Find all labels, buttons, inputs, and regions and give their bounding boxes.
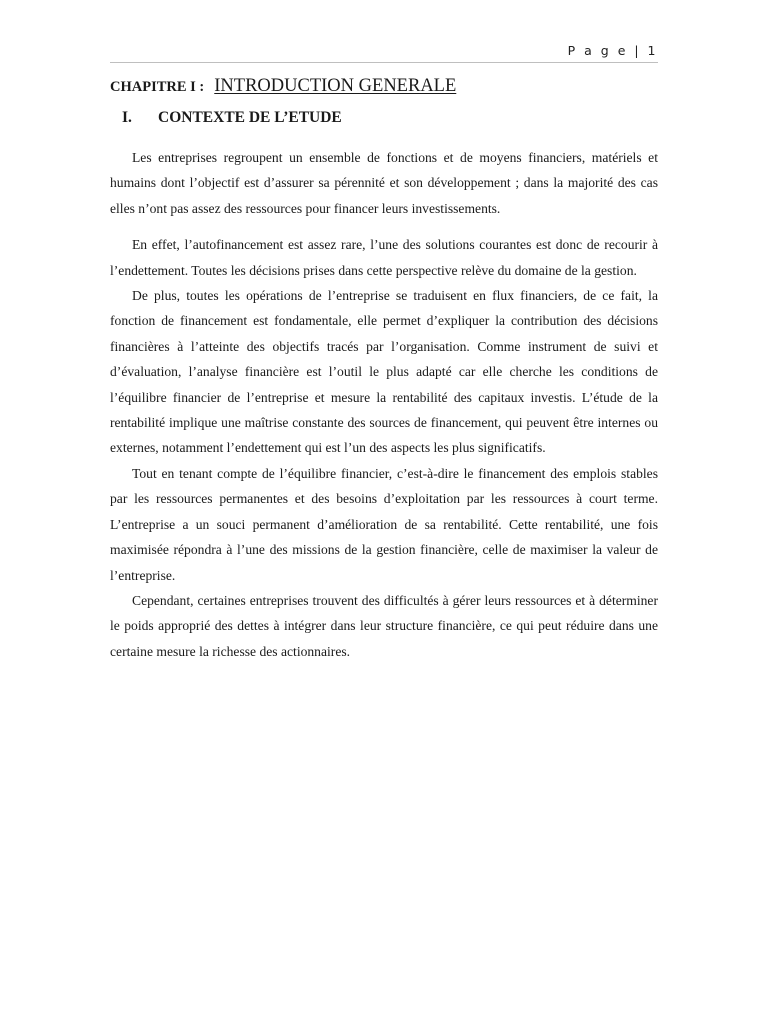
page-number: P a g e | 1 xyxy=(567,43,658,58)
paragraph: De plus, toutes les opérations de l’entreprise se traduisent en flux financiers, de ce fait, la fonction de financement est fondamentale, elle permet d’expliquer la contribution des décisions financières à l’atteinte des objectifs tracés par l’organisation. Comme instrument de suivi et d’évaluation, l’analyse financière est l’outil le plus adapté car elle cherche les conditions de l’équilibre financier de l’entreprise et mesure la rentabilité des capitaux investis. L’étude de la rentabilité implique une maîtrise constante des sources de financement, qui peuvent être internes ou externes, notamment l’endettement qui est l’un des aspects les plus significatifs. xyxy=(110,288,658,456)
page-header xyxy=(110,42,658,63)
chapter-title: INTRODUCTION GENERALE xyxy=(214,76,457,96)
paragraph: Cependant, certaines entreprises trouvent des difficultés à gérer leurs ressources et à déterminer le poids approprié des dettes à intégrer dans leur structure financière, ce qui peut réduire dans une certaine mesure la richesse des actionnaires. xyxy=(110,592,658,659)
section-heading xyxy=(122,109,342,127)
section-number: I. xyxy=(122,109,132,126)
paragraph: Tout en tenant compte de l’équilibre financier, c’est-à-dire le financement des emplois stables par les ressources permanentes et des besoins d’exploitation par les ressources à court terme. L’entreprise a un souci permanent d’amélioration de sa rentabilité. Cette rentabilité, une fois maximisée répondra à l’une des missions de la gestion financière, celle de maximiser la valeur de l’entreprise. xyxy=(110,465,658,583)
body-text xyxy=(110,145,658,664)
paragraph: Les entreprises regroupent un ensemble de fonctions et de moyens financiers, matériels et humains dont l’objectif est d’assurer sa pérennité et son développement ; dans la majorité des cas elles n’ont pas assez des ressources pour financer leurs investissements. xyxy=(110,150,658,216)
section-title: CONTEXTE DE L’ETUDE xyxy=(158,109,342,126)
chapter-label: CHAPITRE I : xyxy=(110,79,205,95)
paragraph: En effet, l’autofinancement est assez rare, l’une des solutions courantes est donc de recourir à l’endettement. Toutes les décisions prises dans cette perspective relève du domaine de la gestion. xyxy=(110,237,658,278)
chapter-heading xyxy=(110,62,670,99)
